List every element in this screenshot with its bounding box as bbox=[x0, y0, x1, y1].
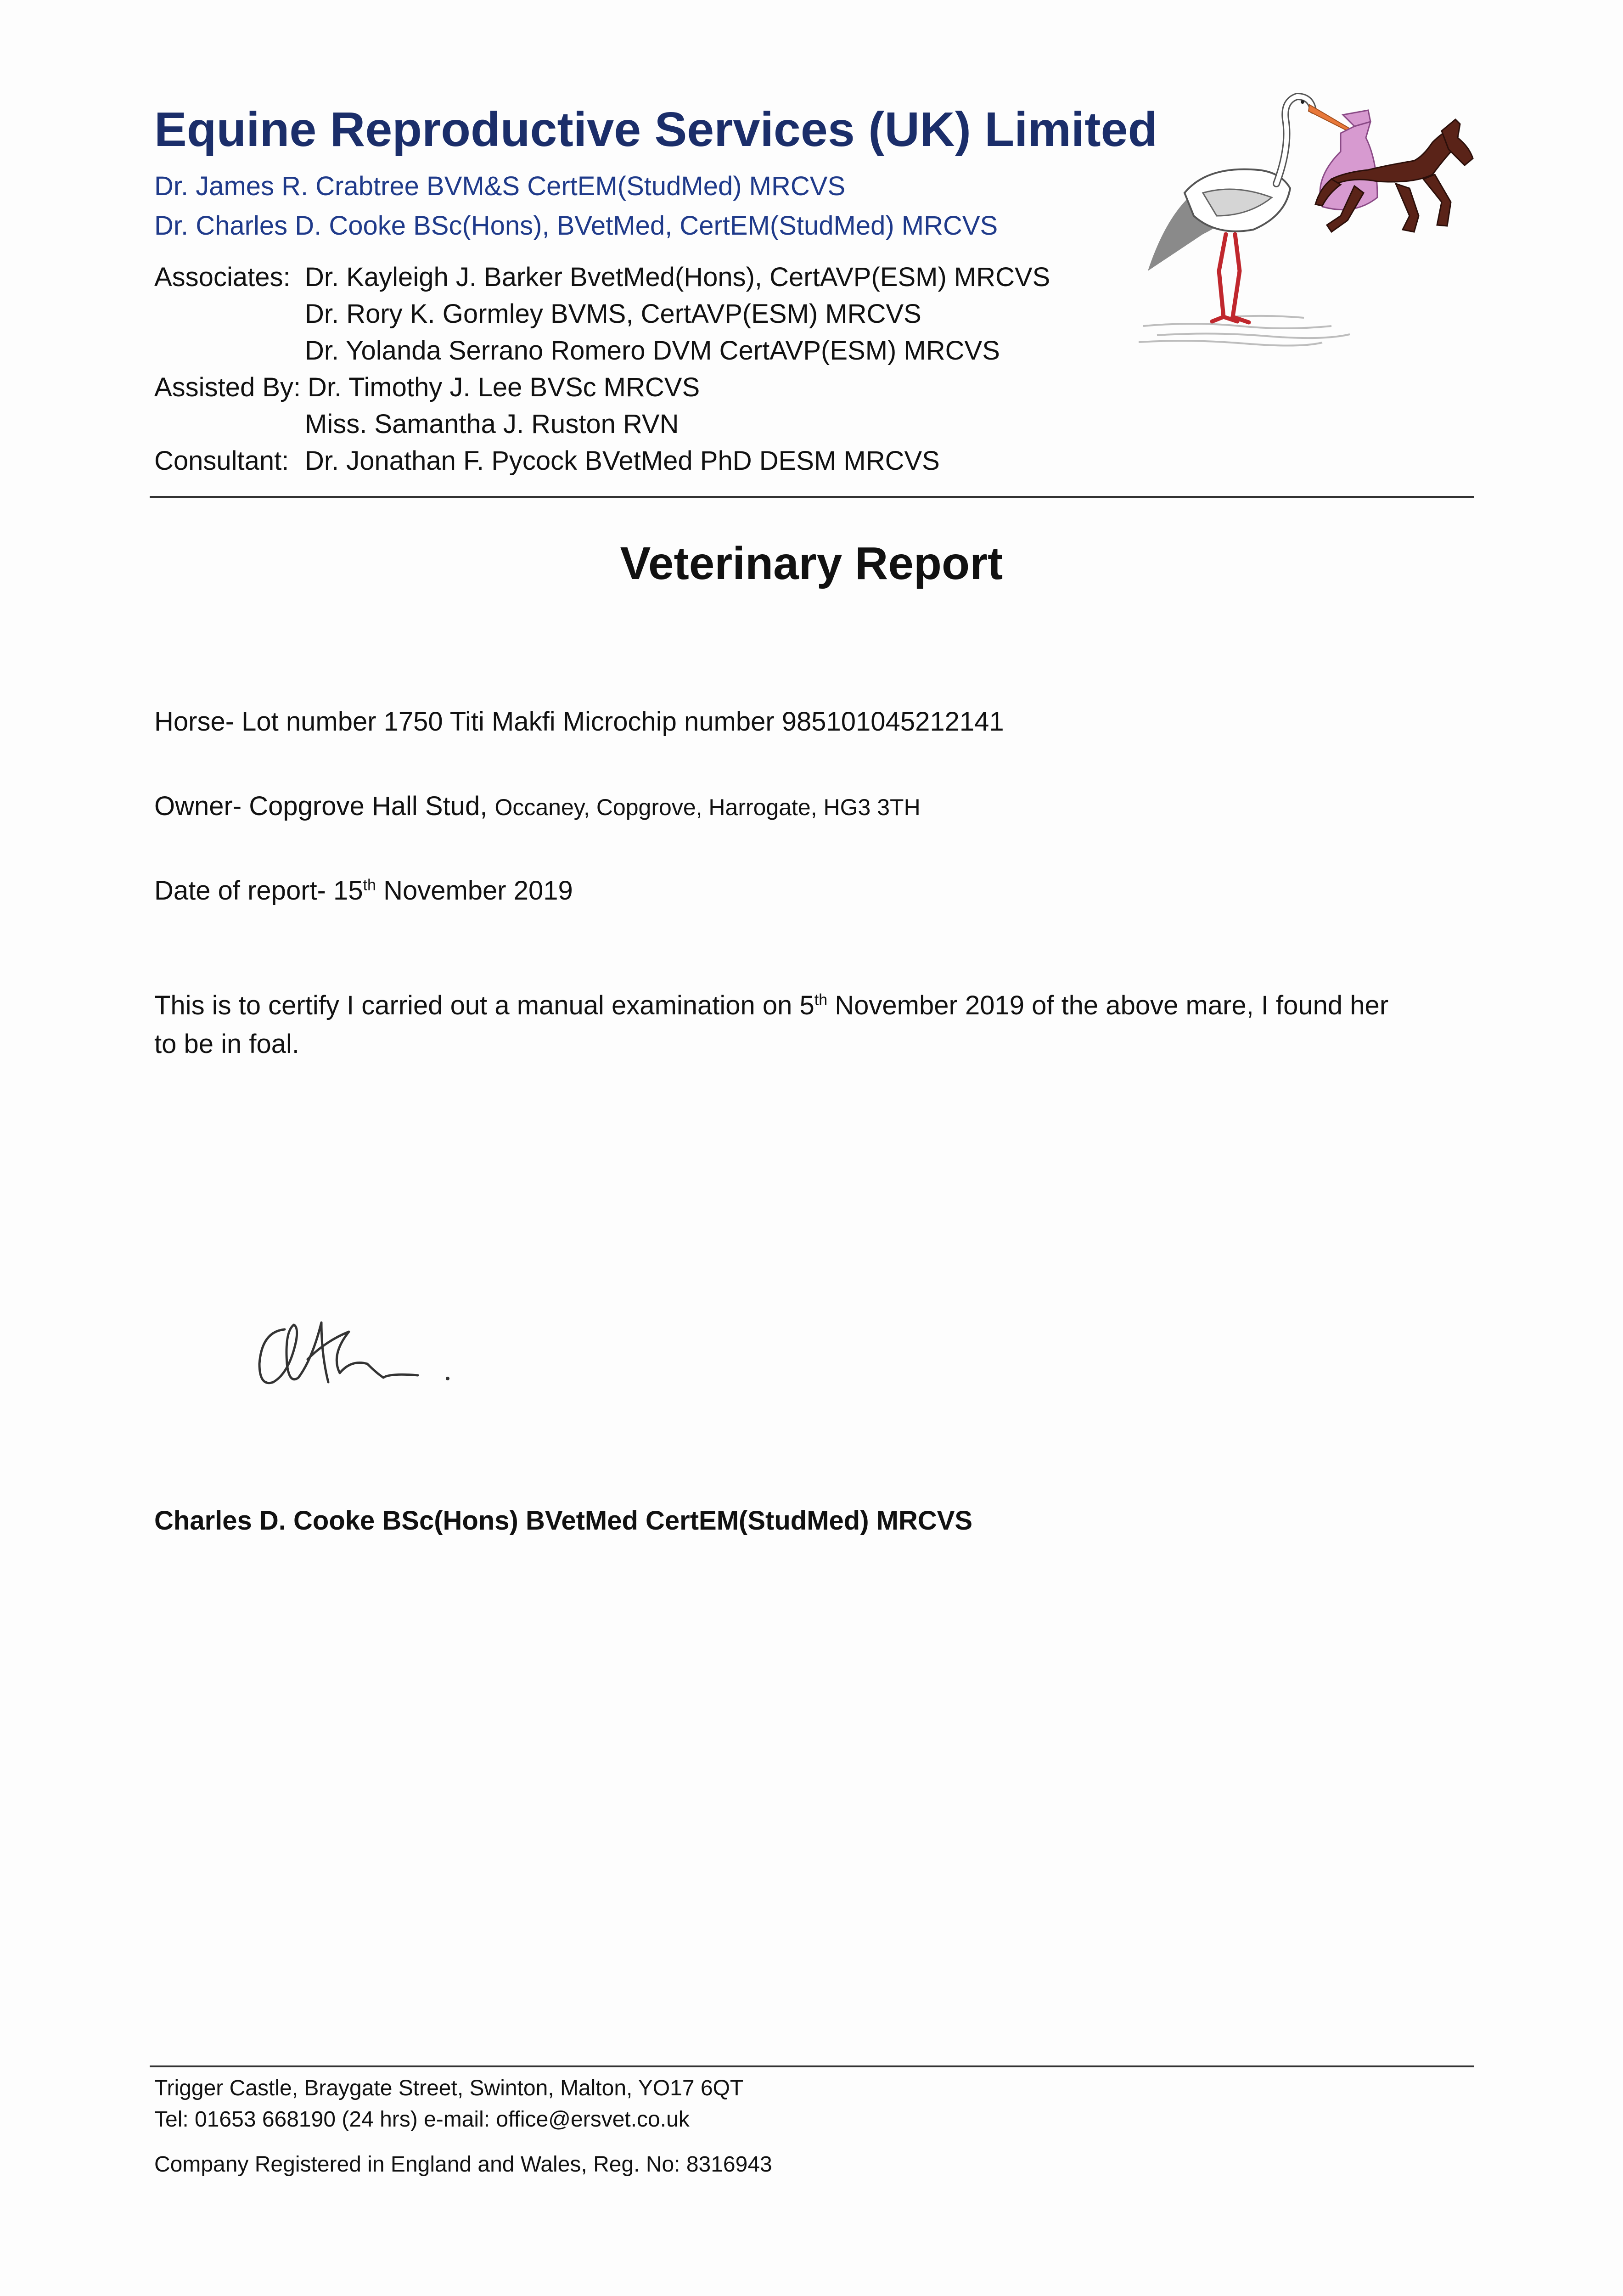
owner-name: Owner- Copgrove Hall Stud, bbox=[154, 791, 488, 821]
certification-line-2: to be in foal. bbox=[154, 1029, 299, 1059]
signatory-name: Charles D. Cooke BSc(Hons) BVetMed CertEM(StudMed) MRCVS bbox=[154, 1506, 973, 1536]
footer-contact: Tel: 01653 668190 (24 hrs) e-mail: office@ersvet.co.uk bbox=[154, 2107, 690, 2132]
foal bbox=[1315, 119, 1473, 232]
footer-registration: Company Registered in England and Wales, Reg. No: 8316943 bbox=[154, 2152, 772, 2177]
owner-line bbox=[154, 791, 921, 822]
date-prefix: Date of report- 15 bbox=[154, 876, 363, 906]
assisted-label: Assisted By: bbox=[154, 372, 301, 402]
assistant-2: Miss. Samantha J. Ruston RVN bbox=[305, 409, 679, 439]
report-title: Veterinary Report bbox=[620, 538, 1003, 589]
partner-1: Dr. James R. Crabtree BVM&S CertEM(StudMed) MRCVS bbox=[154, 171, 846, 201]
stork-carrying-foal-logo bbox=[1139, 78, 1478, 354]
cert-prefix: This is to certify I carried out a manual examination on 5 bbox=[154, 990, 814, 1020]
associates-label: Associates: bbox=[154, 262, 291, 292]
consultant-name: Dr. Jonathan F. Pycock BVetMed PhD DESM MRCVS bbox=[305, 446, 940, 476]
handwritten-signature bbox=[253, 1304, 473, 1405]
stork-eye bbox=[1301, 100, 1304, 104]
footer-divider bbox=[150, 2065, 1474, 2067]
stork-beak bbox=[1309, 105, 1352, 133]
consultant-label: Consultant: bbox=[154, 446, 289, 476]
associate-1: Dr. Kayleigh J. Barker BvetMed(Hons), CertAVP(ESM) MRCVS bbox=[305, 262, 1050, 292]
header-divider bbox=[150, 496, 1474, 498]
owner-address: Occaney, Copgrove, Harrogate, HG3 3TH bbox=[494, 794, 921, 820]
company-name: Equine Reproductive Services (UK) Limited bbox=[154, 102, 1158, 157]
cert-suffix: November 2019 of the above mare, I found her bbox=[835, 990, 1389, 1020]
assistant-1: Dr. Timothy J. Lee BVSc MRCVS bbox=[308, 372, 700, 402]
stork-legs bbox=[1212, 234, 1249, 322]
associate-2: Dr. Rory K. Gormley BVMS, CertAVP(ESM) MRCVS bbox=[305, 299, 921, 329]
certification-line-1 bbox=[154, 990, 1388, 1021]
date-suffix: November 2019 bbox=[383, 876, 573, 906]
date-superscript: th bbox=[363, 876, 376, 894]
footer-address: Trigger Castle, Braygate Street, Swinton, Malton, YO17 6QT bbox=[154, 2076, 744, 2100]
horse-line: Horse- Lot number 1750 Titi Makfi Microchip number 985101045212141 bbox=[154, 707, 1004, 737]
partner-2: Dr. Charles D. Cooke BSc(Hons), BVetMed, CertEM(StudMed) MRCVS bbox=[154, 211, 998, 241]
associate-3: Dr. Yolanda Serrano Romero DVM CertAVP(ESM) MRCVS bbox=[305, 336, 1000, 366]
cert-superscript: th bbox=[814, 991, 828, 1009]
date-line bbox=[154, 875, 573, 906]
